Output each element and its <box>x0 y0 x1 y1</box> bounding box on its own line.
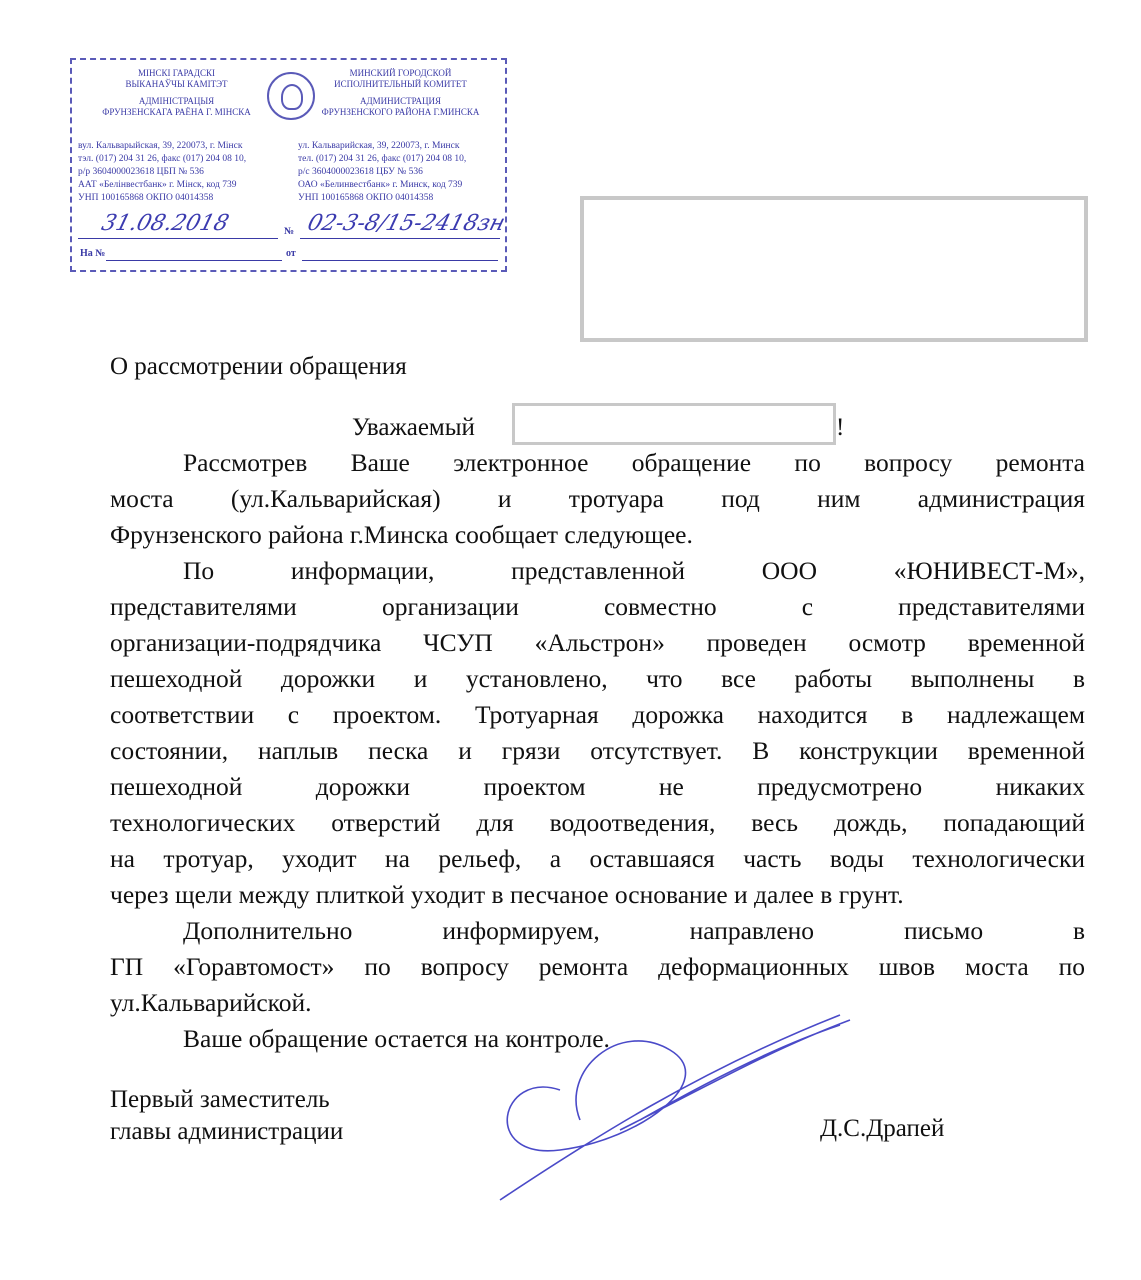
redacted-addressee <box>580 196 1088 342</box>
body-line: моста (ул.Кальварийская) и тротуара под ним администрация <box>110 484 1085 513</box>
stamp-address-be: вул. Кальварыйская, 39, 220073, г. Мінск тэл. (017) 204 31 26, факс (017) 204 08 10, р/р 3604000023618 ЦБП № 536 ААТ «Белінвестбанк» г. Мінск, код 739 УНП 100165868 ОКПО 04014358 <box>78 141 247 203</box>
body-line: технологических отверстий для водоотведения, весь дождь, попадающий <box>110 808 1085 837</box>
body-line: организации-подрядчика ЧСУП «Альстрон» проведен осмотр временной <box>110 628 1085 657</box>
from-line <box>302 260 498 261</box>
stamp-heading-ru: МИНСКИЙ ГОРОДСКОЙ ИСПОЛНИТЕЛЬНЫЙ КОМИТЕТ АДМИНИСТРАЦИЯ ФРУНЗЕНСКОГО РАЙОНА Г.МИНСКА <box>321 68 480 117</box>
ref-line <box>106 260 282 261</box>
body-line: Фрунзенского района г.Минска сообщает следующее. <box>110 520 693 549</box>
greeting-exclamation: ! <box>836 414 845 441</box>
registration-stamp: МІНСКІ ГАРАДСКІ ВЫКАНАЎЧЫ КАМІТЭТ АДМІНІСТРАЦЫЯ ФРУНЗЕНСКАГА РАЁНА Г. МІНСКА МИНСКИЙ ГОРОДСКОЙ ИСПОЛНИТЕЛЬНЫЙ КОМИТЕТ АДМИНИСТРАЦИЯ ФРУНЗЕНСКОГО РАЙОНА Г.МИНСКА вул. Кальварыйская, 39, 220073, г. Мінск тэл. (017) 204 31 26, факс (017) 204 08 10, р/р 3604000023618 ЦБП № 536 ААТ «Белінвестбанк» г. Мінск, код 739 УНП 100165868 ОКПО 04014358 ул. Кальварийская, 39, 220073, г. Минск тел. (017) 204 31 26, факс (017) 204 08 10, р/с 3604000023618 ЦБУ № 536 ОАО «Белинвестбанк» г. Минск, код 739 УНП 100165868 ОКПО 04014358 № На № от 31.08.2018 02-3-8/15-2418зн <box>70 58 507 272</box>
greeting: Уважаемый <box>352 414 475 441</box>
body-line: Рассмотрев Ваше электронное обращение по вопросу ремонта <box>183 448 1085 477</box>
body-line: Ваше обращение остается на контроле. <box>183 1024 610 1053</box>
subject-line: О рассмотрении обращения <box>110 353 407 380</box>
body-line: пешеходной дорожки проектом не предусмотрено никаких <box>110 772 1085 801</box>
stamp-heading-be: МІНСКІ ГАРАДСКІ ВЫКАНАЎЧЫ КАМІТЭТ АДМІНІСТРАЦЫЯ ФРУНЗЕНСКАГА РАЁНА Г. МІНСКА <box>102 68 251 117</box>
signatory-position: Первый заместитель главы администрации <box>110 1086 344 1145</box>
body-line: Дополнительно информируем, направлено письмо в <box>183 916 1085 945</box>
body-line: состоянии, наплыв песка и грязи отсутствует. В конструкции временной <box>110 736 1085 765</box>
stamp-address-ru: ул. Кальварийская, 39, 220073, г. Минск тел. (017) 204 31 26, факс (017) 204 08 10, р/с 3604000023618 ЦБУ № 536 ОАО «Белинвестбанк» г. Минск, код 739 УНП 100165868 ОКПО 04014358 <box>298 141 467 203</box>
handwritten-date: 31.08.2018 <box>98 211 232 236</box>
number-line <box>300 238 500 239</box>
body-line: соответствии с проектом. Тротуарная дорожка находится в надлежащем <box>110 700 1085 729</box>
handwritten-number: 02-3-8/15-2418зн <box>304 211 508 236</box>
body-line: представителями организации совместно с представителями <box>110 592 1085 621</box>
signatory-name: Д.С.Драпей <box>820 1115 945 1142</box>
date-line <box>78 238 278 239</box>
body-line: пешеходной дорожки и установлено, что все работы выполнены в <box>110 664 1085 693</box>
body-line: По информации, представленной ООО «ЮНИВЕСТ-М», <box>183 556 1085 585</box>
body-line: через щели между плиткой уходит в песчаное основание и далее в грунт. <box>110 880 904 909</box>
letter-body <box>110 445 1085 1057</box>
handwritten-signature <box>440 1010 870 1220</box>
body-line: ул.Кальварийской. <box>110 988 312 1017</box>
redacted-name <box>512 403 836 445</box>
body-line: на тротуар, уходит на рельеф, а оставшаяся часть воды технологически <box>110 844 1085 873</box>
body-line: ГП «Горавтомост» по вопросу ремонта деформационных швов моста по <box>110 952 1085 981</box>
